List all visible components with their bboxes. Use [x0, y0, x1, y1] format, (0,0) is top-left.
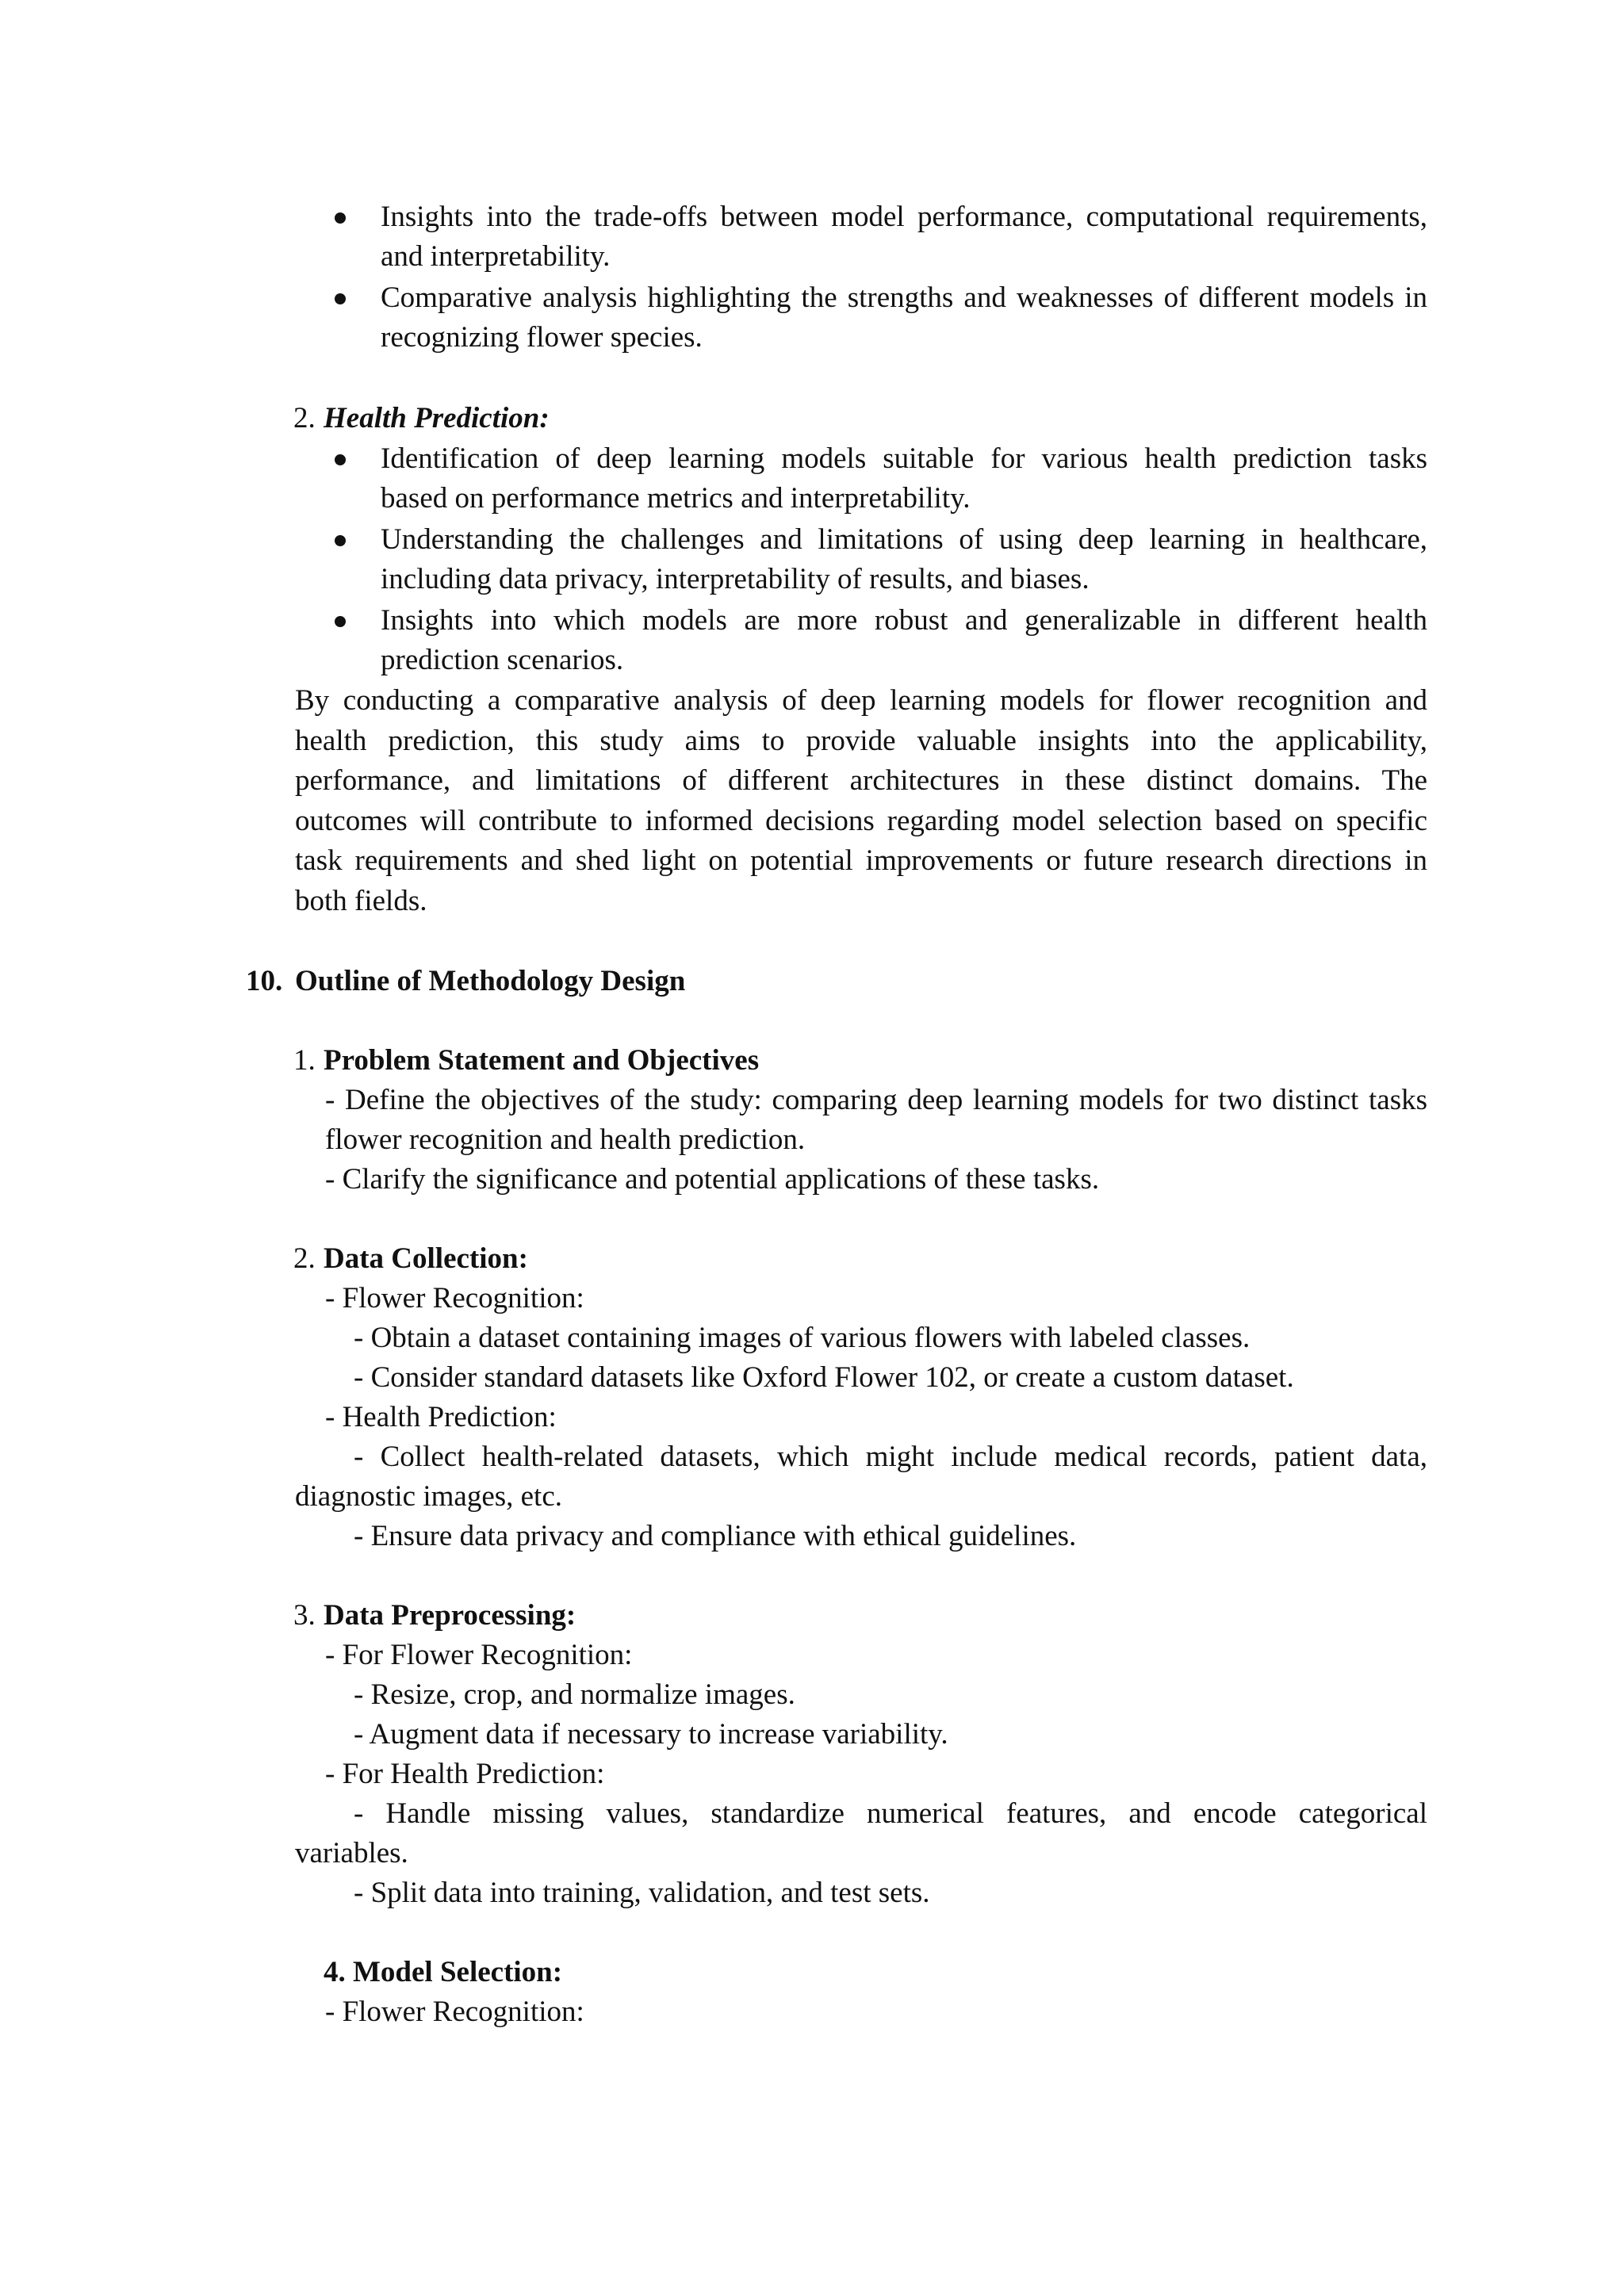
bullet-text: recognizing flower species.: [381, 321, 703, 354]
paragraph-line: both fields.: [295, 885, 427, 917]
bullet-icon: [335, 616, 346, 627]
body-line: variables.: [295, 1837, 408, 1869]
bullet-text: based on performance metrics and interpretability.: [381, 482, 971, 515]
body-line: - For Flower Recognition:: [325, 1639, 633, 1671]
paragraph-line: task requirements and shed light on potential improvements or future research directions in: [295, 844, 1427, 877]
body-line: - Flower Recognition:: [325, 1282, 584, 1314]
bullet-text: and interpretability.: [381, 240, 611, 273]
body-line: - Obtain a dataset containing images of various flowers with labeled classes.: [354, 1322, 1251, 1354]
body-line: - For Health Prediction:: [325, 1758, 605, 1790]
body-line: - Define the objectives of the study: comparing deep learning models for two distinct tasks: [325, 1084, 1427, 1116]
bullet-icon: [335, 535, 346, 546]
paragraph-line: By conducting a comparative analysis of deep learning models for flower recognition and: [295, 684, 1427, 717]
subsection-number: 1.: [293, 1044, 316, 1077]
body-line: - Ensure data privacy and compliance with ethical guidelines.: [354, 1520, 1077, 1552]
subsection-heading: Health Prediction:: [324, 402, 550, 434]
paragraph-line: outcomes will contribute to informed decisions regarding model selection based on specific: [295, 805, 1427, 837]
body-line: flower recognition and health prediction.: [325, 1123, 806, 1156]
body-line: diagnostic images, etc.: [295, 1480, 563, 1513]
subsection-number: 3.: [293, 1599, 316, 1632]
body-line: - Flower Recognition:: [325, 1996, 584, 2028]
bullet-text: Identification of deep learning models suitable for various health prediction tasks: [381, 442, 1427, 475]
body-line: - Split data into training, validation, and test sets.: [354, 1877, 930, 1909]
subsection-number: 2.: [293, 402, 316, 434]
body-line: - Handle missing values, standardize numerical features, and encode categorical: [354, 1797, 1427, 1830]
section-title: Outline of Methodology Design: [295, 965, 686, 997]
subsection-heading: Data Collection:: [324, 1242, 528, 1275]
subsection-heading: Data Preprocessing:: [324, 1599, 576, 1632]
body-line: - Clarify the significance and potential applications of these tasks.: [325, 1163, 1100, 1196]
paragraph-line: health prediction, this study aims to provide valuable insights into the applicability,: [295, 725, 1427, 757]
body-line: - Resize, crop, and normalize images.: [354, 1678, 795, 1711]
paragraph-line: performance, and limitations of different architectures in these distinct domains. The: [295, 764, 1427, 797]
bullet-text: including data privacy, interpretability of results, and biases.: [381, 563, 1090, 595]
bullet-icon: [335, 212, 346, 224]
bullet-text: prediction scenarios.: [381, 644, 624, 676]
body-line: - Consider standard datasets like Oxford Flower 102, or create a custom dataset.: [354, 1361, 1294, 1394]
bullet-icon: [335, 293, 346, 304]
bullet-text: Insights into the trade-offs between model performance, computational requirements,: [381, 201, 1427, 233]
subsection-heading: 4. Model Selection:: [324, 1956, 563, 1988]
section-number: 10.: [246, 965, 283, 997]
body-line: - Health Prediction:: [325, 1401, 557, 1433]
bullet-icon: [335, 454, 346, 465]
subsection-heading: Problem Statement and Objectives: [324, 1044, 760, 1077]
bullet-text: Understanding the challenges and limitations of using deep learning in healthcare,: [381, 523, 1427, 556]
body-line: - Augment data if necessary to increase variability.: [354, 1718, 948, 1751]
bullet-text: Insights into which models are more robust and generalizable in different health: [381, 604, 1427, 637]
bullet-text: Comparative analysis highlighting the strengths and weaknesses of different models in: [381, 281, 1427, 314]
subsection-number: 2.: [293, 1242, 316, 1275]
body-line: - Collect health-related datasets, which might include medical records, patient data,: [354, 1441, 1427, 1473]
